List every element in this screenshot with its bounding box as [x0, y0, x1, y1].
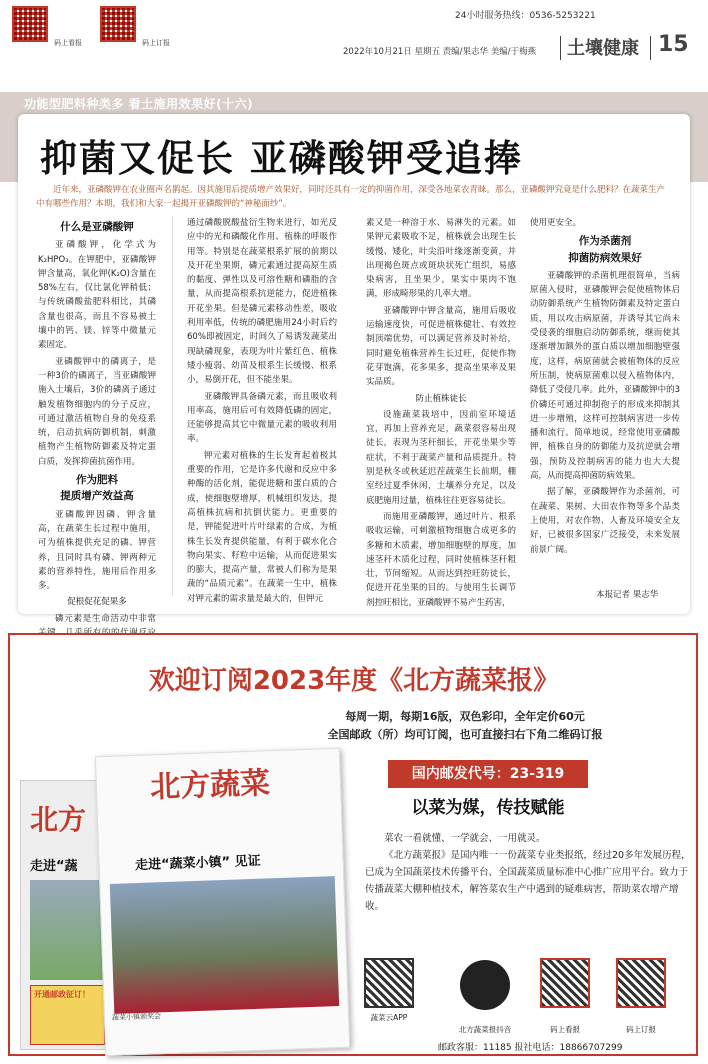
- article-column-2: [187, 216, 337, 608]
- qr-code-subscribe[interactable]: [100, 6, 136, 42]
- column-line: 功能型肥料种类多 看土施用效果好(十六): [24, 97, 254, 111]
- page-header: [0, 0, 708, 72]
- paragraph: 亚磷酸钾中的磷离子，是一种3价的磷离子，当亚磷酸钾施入土壤后，3价的磷离子通过触发植物细胞内的分子反应，可通过激活植物自身的免疫系统，启动抗病防御机制，刺激植物产生植物防御素及特定蛋白质，发挥抑菌抗菌作用。: [38, 356, 156, 467]
- article-column-3: [366, 216, 516, 612]
- ad-slogan: 以菜为媒，传技赋能: [411, 798, 565, 818]
- qr-code-app[interactable]: [364, 958, 414, 1008]
- article-lead: 近年来，亚磷酸钾在农业圈声名鹊起。因其施用后提质增产效果好，同时还具有一定的抑菌作用，深受各地菜农青睐。那么，亚磷酸钾究竟是什么肥料？在蔬菜生产中有哪些作用？本期，我们和大家一起揭开亚磷酸钾的“神秘面纱”。: [36, 185, 666, 209]
- paragraph: 而施用亚磷酸钾，通过叶片、根系吸收运输，可刺激植物细胞合成更多的多糖和木质素，增加细胞壁的厚度，加速茎秆木质化过程，同时使植株茎秆粗壮，节间缩短。从而达到控旺防徒长，促进开花坐果的目的。与使用生长调节剂控旺相比，亚磷酸钾不易产生药害，: [366, 511, 516, 608]
- paragraph: 素又是一种溶于水、易淋失的元素。如果钾元素吸收不足，植株就会出现生长缓慢、矮化，叶尖沿叶缘逐渐变黄，并出现褐色斑点或斑块状死亡组织，易感染病害，且坐果少，果实中果肉不饱满，形成畸形果的几率大增。: [366, 218, 516, 300]
- paragraph: 亚磷酸钾的杀菌机理很简单，当病原菌入侵时，亚磷酸钾会促使植物体启动防御系统产生植物防御素及特定蛋白质，用以攻击病原菌，并诱导其它尚未受侵袭的细胞启动防御系统，继而使其逐渐增加额外的蛋白质以增加细胞壁强度，这样，病原菌就会被植物体的反应所压制，使病原菌难以侵入植物体内，降低了受侵几率。此外，亚磷酸钾中的3价磷还可通过抑制孢子的形成来抑制其进一步增殖，这样可控制病害进一步传播和流行。简单地说，经常使用亚磷酸钾，植株自身的防御能力及抗逆就会增强，预防及控制病害的能力也大大提高，从而提高抑菌防病效果。: [530, 270, 680, 482]
- subheading: 抑菌防病效果好: [568, 251, 642, 264]
- subheading: 提质增产效益高: [60, 490, 134, 503]
- douyin-logo[interactable]: [460, 960, 510, 1010]
- newspaper-photo-back: [30, 880, 110, 980]
- ad-paragraph: 菜农一看就懂、一学就会、一用就灵。: [384, 833, 546, 844]
- ad-paragraph: 《北方蔬菜报》是国内唯一一份蔬菜专业类报纸，经过20多年发展历程，已成为全国蔬菜技术传播平台、全国蔬菜质量标准中心推广应用平台。致力于传播蔬菜大棚种植技术，解答菜农生产中遇到的疑难病害，帮助菜农增产增收。: [365, 850, 691, 912]
- contact-line: 邮政客服：11185 报社电话：18866707299: [438, 1043, 623, 1053]
- paragraph: 亚磷酸钾具备磷元素，而且吸收利用率高，施用后可有效降低磷的固定，还能够提高其它中微量元素的吸收利用率。: [187, 391, 337, 445]
- qr2-label: 码上订报: [142, 39, 170, 47]
- minor-heading: 促根促花促果多: [67, 597, 127, 608]
- paragraph: 钾元素对植株的生长发育起着极其重要的作用，它是许多代谢和反应中多种酶的活化剂，能促进糖和蛋白质的合成，使细胞壁增厚，机械组织发达，提高植株抗病和抗倒伏能力。更重要的是，钾能促进叶片叶绿素的合成，为植株生长发育提供能量，有利于碳水化合物向果实、籽粒中运输，从而促进果实的膨大，提高产量，常被人们称为是果蔬的“品质元素”。在蔬菜一生中，植株对钾元素的需求量是最大的，但钾元: [187, 450, 337, 604]
- qr-code-read[interactable]: [12, 6, 48, 42]
- newspaper-photo: [110, 876, 339, 1014]
- ad-line-1: 每周一期，每期16版，双色彩印，全年定价60元: [345, 710, 585, 723]
- divider: [650, 36, 651, 60]
- column-divider: [172, 216, 173, 596]
- qr1-label: 码上看报: [54, 39, 82, 47]
- promo-box: 开通邮政征订！: [30, 985, 105, 1045]
- qr-label-app: 蔬菜云APP: [370, 1013, 408, 1022]
- ad-body: [365, 830, 695, 915]
- postcode-badge: 国内邮发代号：23-319: [388, 760, 588, 788]
- ad-title: 欢迎订阅2023年度《北方蔬菜报》: [148, 666, 560, 696]
- paragraph: 通过磷酸脱酸盐衍生物来进行，如光反应中的光和磷酸化作用、植株的呼吸作用等。特别是在蔬菜根系扩展的前期以及开花坐果期，磷元素通过提高原生质的黏度、弹性以及可溶性糖和磷脂的含量，从而提高根系抗逆能力，促进植株开花坐果。但是磷元素移动性差，吸收利用率低，传统的磷肥施用24小时后约60%即被固定，时间久了易诱发蔬菜出现缺磷现象，表现为叶片紫红色、植株矮小瘦弱、幼苗及根系生长缓慢、根系小，易倒开花，但不能坐果。: [187, 218, 337, 386]
- paragraph: 亚磷酸钾中钾含量高，施用后吸收运输速度快，可促进植株健壮、有效控制顶端优势，可以满足营养及时补给，同时避免植株营养生长过旺，促使作物花芽饱满，花多果多，提高坐果率及果实品质。: [366, 305, 516, 388]
- subheading: 作为肥料: [76, 474, 118, 487]
- subheading: 作为杀菌剂: [578, 235, 632, 248]
- newspaper-masthead-back: 北方: [30, 803, 87, 836]
- newspaper-headline: 走进“蔬菜小镇” 见证: [134, 853, 261, 874]
- article-title: 抑菌又促长 亚磷酸钾受追捧: [40, 136, 523, 180]
- subheading: 什么是亚磷酸钾: [60, 221, 134, 233]
- article-column-1: [38, 216, 156, 657]
- paragraph: 亚磷酸钾因磷、钾含量高，在蔬菜生长过程中施用，可为植株提供充足的磷、钾营养，且同时具有磷、钾两种元素的营养特性，施用后作用多多。: [38, 509, 156, 592]
- qr-label-read: 码上看报: [550, 1025, 580, 1034]
- paragraph: 使用更安全。: [530, 218, 582, 228]
- paragraph: 设施蔬菜栽培中，因前室环境适宜，再加上营养充足，蔬菜很容易出现徒长，表现为茎秆细长，开花坐果少等症状，不利于蔬菜产量和品质提升。特别是秋冬或秋延迟茬蔬菜生长前期，棚室经过夏季休闲，土壤养分充足，以及底肥施用过量，植株往往更容易徒长。: [366, 409, 516, 506]
- hotline: 24小时服务热线：0536-5253221: [455, 11, 596, 21]
- newspaper-caption: 蔬菜小镇颁奖会: [111, 1012, 162, 1022]
- qr-code-subscribe-ad[interactable]: [616, 958, 666, 1008]
- paragraph: 磷元素是生命活动中非常: [55, 613, 156, 624]
- paragraph: 亚磷酸钾，化学式为K₂HPO₃。在钾肥中，亚磷酸钾钾含量高，氧化钾(K₂O)含量在58%左右，仅比氯化钾稍低；与传统磷酸盐肥料相比，其磷含量也很高，而且不容易被土壤中的钙、镁、锌等中微量元素固定。: [38, 240, 156, 351]
- logo-label: 北方蔬菜报抖音: [458, 1025, 512, 1034]
- newspaper-headline-back: 走进“蔬: [30, 859, 78, 874]
- section-name: 土壤健康: [567, 38, 639, 59]
- minor-heading: 防止植株徒长: [415, 393, 467, 404]
- page-number: 15: [658, 32, 689, 57]
- ad-line-2: 全国邮政（所）均可订阅，也可直接扫右下角二维码订报: [327, 728, 603, 741]
- dateline: 2022年10月21日 星期五 责编/果志华 美编/于梅燕: [343, 47, 537, 57]
- qr-label-subscribe: 码上订报: [626, 1025, 656, 1034]
- paragraph: 据了解，亚磷酸钾作为杀菌剂，可在蔬菜、果树、大田农作物等多个品类上使用，对农作物、人畜及环境安全友好，已被很多国家广泛接受，未来发展前景广阔。: [530, 487, 680, 555]
- byline: 本报记者 果志华: [596, 590, 659, 600]
- divider: [560, 36, 561, 60]
- newspaper-masthead: 北方蔬菜: [149, 765, 271, 806]
- article-column-4: [530, 216, 680, 559]
- qr-code-read-ad[interactable]: [540, 958, 590, 1008]
